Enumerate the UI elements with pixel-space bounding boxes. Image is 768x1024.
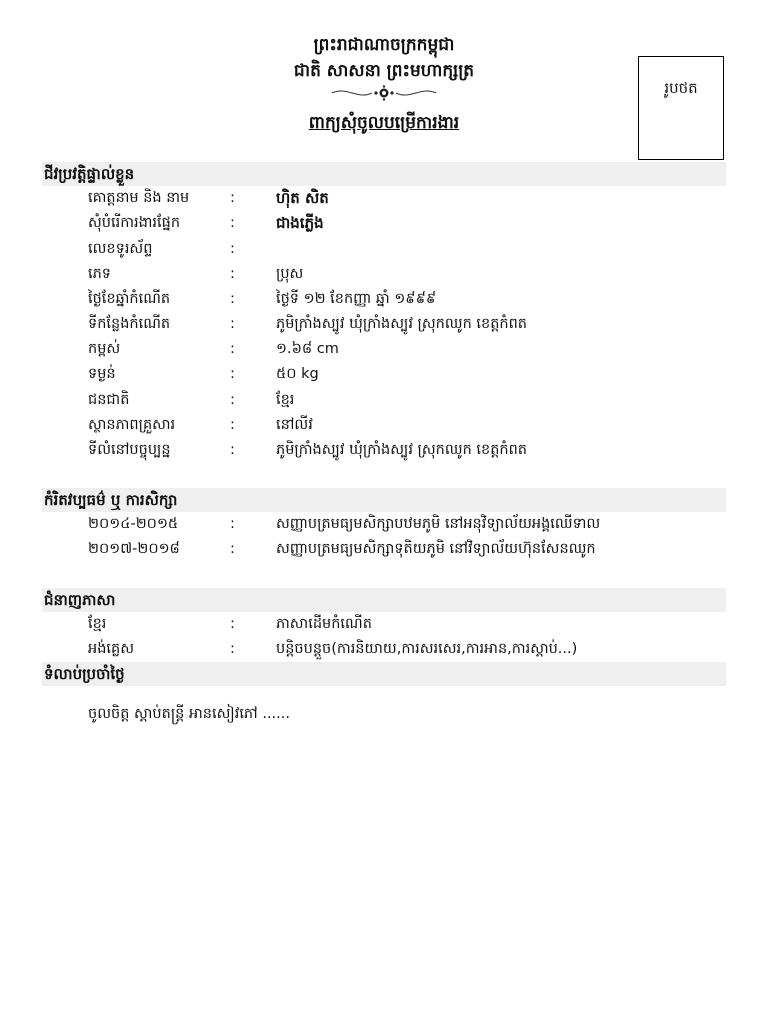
- field-label: លេខទូរស័ព្ទ: [88, 241, 153, 257]
- section-language-heading: ជំនាញភាសា: [42, 588, 726, 612]
- personal-row-sex: [0, 262, 768, 287]
- field-colon: :: [230, 366, 235, 382]
- field-label: គោត្តនាម និង នាម: [88, 190, 190, 206]
- personal-row-height: [0, 337, 768, 362]
- field-colon: :: [230, 215, 235, 231]
- language-name: ខ្មែរ: [88, 616, 107, 632]
- field-value: ប្រុស: [276, 266, 304, 282]
- field-colon: :: [230, 616, 235, 632]
- personal-row-position: [0, 211, 768, 236]
- document-title: ពាក្យសុំចូលបម្រើការងារ: [308, 113, 460, 133]
- education-row: [0, 537, 768, 562]
- section-education-heading: កំរិតវប្បធម៌ ឬ ការសិក្សា: [42, 488, 726, 512]
- education-years: ២០១៤-២០១៥: [88, 516, 179, 532]
- photo-placeholder: [638, 56, 724, 160]
- section-hobbies-heading: ទំលាប់ប្រចាំថ្ងៃ: [42, 662, 726, 686]
- field-label: ទីលំនៅបច្ចុប្បន្ន: [88, 442, 171, 458]
- personal-row-name: [0, 186, 768, 211]
- field-value: ភូមិក្រាំងស្បូវ ឃុំក្រាំងស្បូវ ស្រុកឈូក ខេត្តកំពត: [276, 316, 528, 332]
- field-colon: :: [230, 541, 235, 557]
- hobbies-text: ចូលចិត្ត ស្ដាប់តន្ត្រី អានសៀវភៅ ......: [88, 706, 290, 722]
- field-value: ភូមិក្រាំងស្បូវ ឃុំក្រាំងស្បូវ ស្រុកឈូក ខេត្តកំពត: [276, 442, 528, 458]
- field-colon: :: [230, 641, 235, 657]
- personal-row-weight: [0, 362, 768, 387]
- kingdom-heading: ព្រះរាជាណាចក្រកម្ពុជា: [313, 35, 455, 55]
- field-value: ជាងភ្លើង: [276, 214, 324, 232]
- field-value: ថ្ងៃទី ១២ ខែកញ្ញា ឆ្នាំ ១៩៩៩: [276, 291, 437, 307]
- field-colon: :: [230, 316, 235, 332]
- field-value: ខ្មែរ: [276, 392, 295, 408]
- motto-heading: ជាតិ សាសនា ព្រះមហាក្សត្រ: [293, 61, 475, 81]
- personal-row-nationality: [0, 388, 768, 413]
- photo-label: រូបថត: [664, 79, 698, 97]
- education-detail: សញ្ញាបត្រមធ្យមសិក្សាទុតិយភូមិ នៅវិទ្យាល័យហ៊ុនសែនឈូក: [276, 541, 596, 557]
- field-colon: :: [230, 392, 235, 408]
- field-label: ជនជាតិ: [88, 392, 130, 408]
- field-colon: :: [230, 266, 235, 282]
- section-personal-heading: ជីវប្រវត្តិផ្ទាល់ខ្លួន: [42, 162, 726, 186]
- field-value: ហ៊ិត សិត: [276, 189, 329, 207]
- field-label: ថ្ងៃខែឆ្នាំកំណើត: [88, 291, 171, 307]
- education-detail: សញ្ញាបត្រមធ្យមសិក្សាបឋមភូមិ នៅអនុវិទ្យាល័យអង្គឈើទាល: [276, 516, 601, 532]
- language-name: អង់គ្លេស: [88, 641, 135, 657]
- language-level: ភាសាដើមកំណើត: [276, 616, 372, 632]
- field-colon: :: [230, 190, 235, 206]
- field-label: ភេទ: [88, 266, 112, 282]
- field-colon: :: [230, 341, 235, 357]
- education-years: ២០១៧-២០១៨: [88, 541, 180, 557]
- field-colon: :: [230, 442, 235, 458]
- personal-row-marital-status: [0, 413, 768, 438]
- field-label: សុំបំរើការងារផ្នែក: [88, 215, 181, 231]
- field-label: ស្ថានភាពគ្រួសារ: [88, 417, 176, 433]
- personal-row-birthdate: [0, 287, 768, 312]
- personal-row-phone: [0, 237, 768, 262]
- field-label: ទម្ងន់: [88, 366, 116, 382]
- field-colon: :: [230, 241, 235, 257]
- education-row: [0, 512, 768, 537]
- personal-row-address: [0, 438, 768, 463]
- divider-ornament-icon: [328, 84, 440, 102]
- language-row: [0, 637, 768, 662]
- language-row: [0, 612, 768, 637]
- language-level: បន្តិចបន្តួច(ការនិយាយ,ការសរសេរ,ការអាន,ការស្ដាប់...): [276, 641, 578, 657]
- field-label: ទីកន្លែងកំណើត: [88, 316, 171, 332]
- field-colon: :: [230, 417, 235, 433]
- field-colon: :: [230, 291, 235, 307]
- field-value: ៥០ kg: [276, 366, 319, 382]
- personal-row-birthplace: [0, 312, 768, 337]
- field-value: ១.៦៨ cm: [276, 341, 339, 357]
- field-colon: :: [230, 516, 235, 532]
- field-value: នៅលីវ: [276, 417, 313, 433]
- document-header: [184, 32, 584, 136]
- field-label: កម្ពស់: [88, 341, 121, 357]
